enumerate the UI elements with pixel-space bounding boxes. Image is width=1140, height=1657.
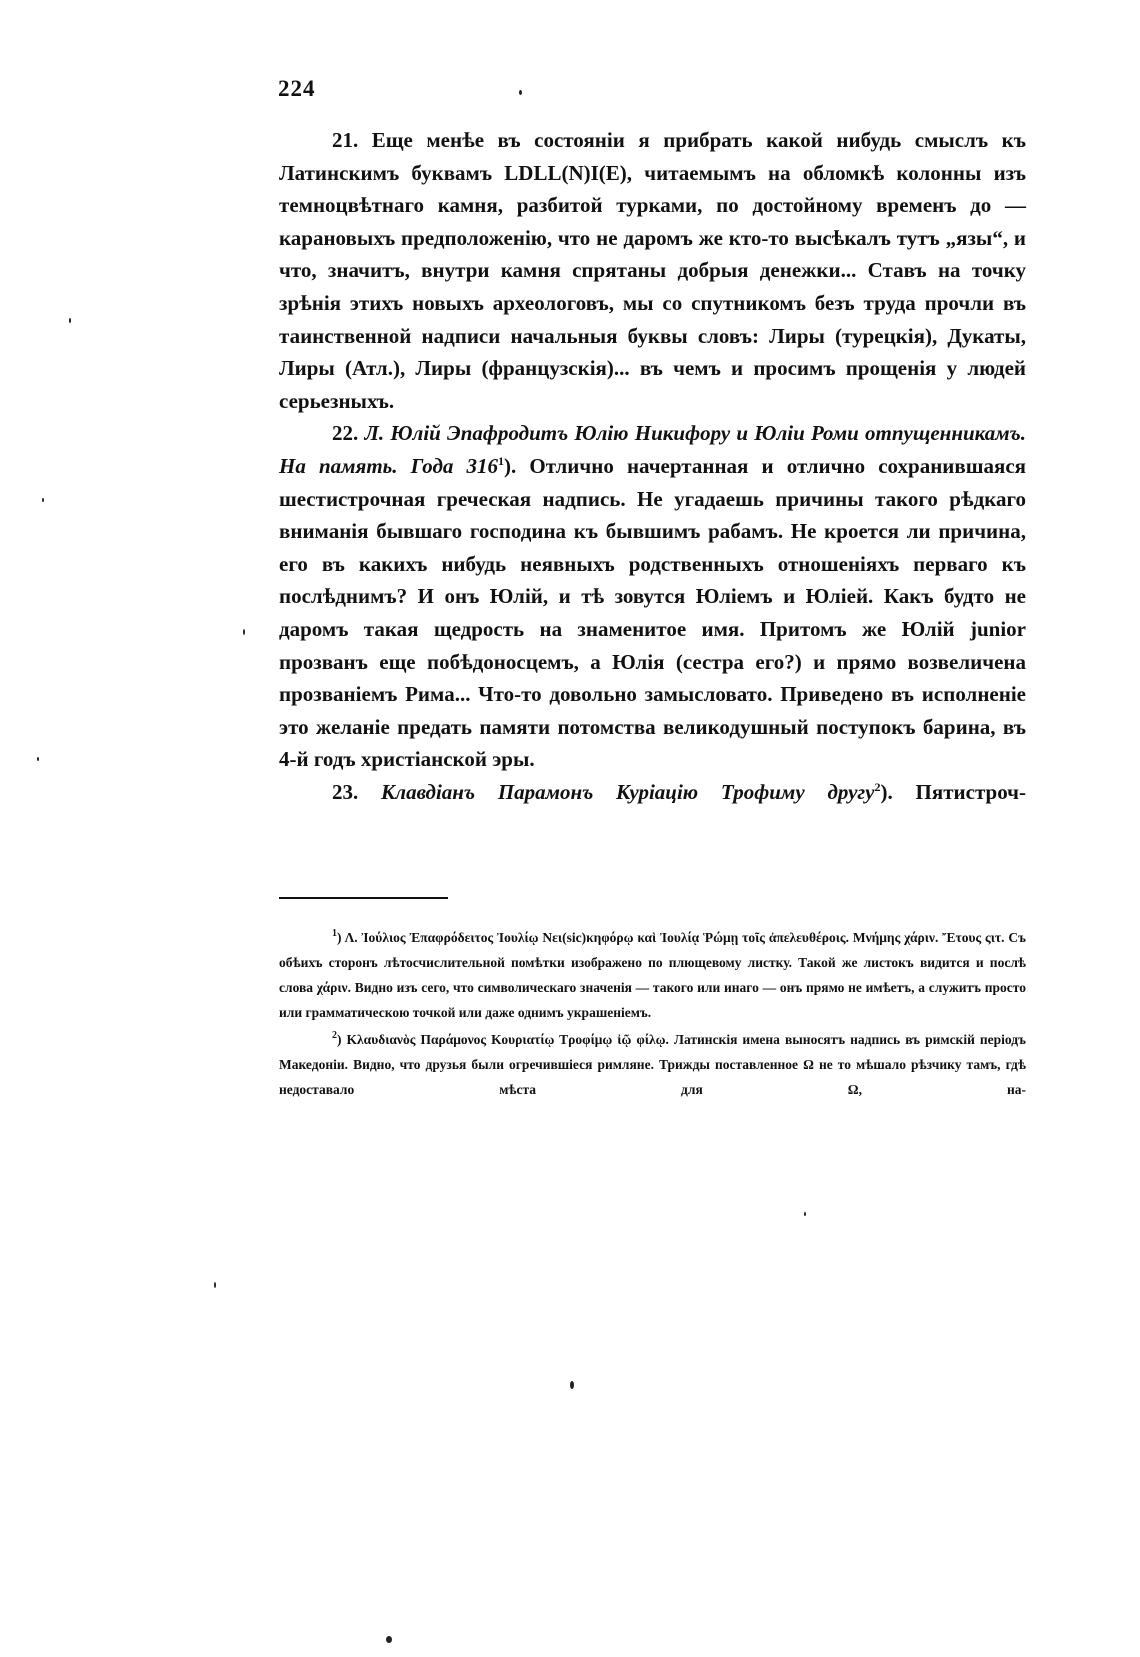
scan-speck: [570, 1381, 574, 1389]
footnote-mark: 2: [332, 1030, 337, 1041]
paragraph-text: 21. Еще менѣе въ состояніи я прибрать какой нибудь смыслъ къ Латинскимъ буквамъ LDLL(N)I(E), читаемымъ на обломкѣ колонны изъ темноцвѣтнаго камня, разбитой турками, по достойному временъ до — карановыхъ предположенію, что не даромъ же кто-то высѣкалъ тутъ „язы“, и что, значитъ, внутри камня спрятаны добрыя денежки... Ставъ на точку зрѣнія этихъ новыхъ археологовъ, мы со спутникомъ безъ труда прочли въ таинственной надписи начальныя буквы словъ: Лиры (турецкія), Дукаты, Лиры (Атл.), Лиры (французскія)... въ чемъ и просимъ прощенія у людей серьезныхъ.: [279, 128, 1026, 413]
paragraph-23: [279, 776, 1026, 809]
paragraph-text: ). Пятистроч-: [880, 779, 1026, 804]
paragraph-21: [279, 124, 1026, 417]
paragraph-lead: 23.: [332, 779, 382, 804]
inscription-translation: Клавдіанъ Парамонъ Куріацію Трофиму другу: [381, 779, 875, 804]
footnote-ref[interactable]: 1: [498, 453, 505, 468]
page-number: 224: [278, 76, 316, 101]
paragraph-lead: 22.: [332, 421, 365, 446]
footnote-text: ) Λ. Ἰούλιος Ἐπαφρόδειτος Ἰουλίῳ Νει(sic)κηφόρῳ καὶ Ἰουλίᾳ Ῥώμῃ τοῖς ἀπελευθέροις. Μνήμης χάριν. Ἔτους ςιτ. Съ обѣихъ сторонъ лѣтосчислительной помѣтки изображено по плющевому листку. Такой же листокъ видится и послѣ слова χάριν. Видно изъ сего, что символическаго значенія — такого или инаго — онъ прямо не имѣетъ, а служитъ просто или грамматическою точкой или даже однимъ украшеніемъ.: [279, 930, 1026, 1020]
scan-speck: [37, 757, 39, 761]
footnotes: [279, 925, 1026, 1104]
paragraph-text: ). Отлично начертанная и отлично сохранившаяся шестистрочная греческая надпись. Не угадаешь причины такого рѣдкаго вниманія бывшаго господина къ бывшимъ рабамъ. Не кроется ли причина, его въ какихъ нибудь неявныхъ родственныхъ отношеніяхъ перваго къ послѣднимъ? И онъ Юлій, и тѣ зовутся Юліемъ и Юліей. Какъ будто не даромъ такая щедрость на знаменитое имя. Притомъ же Юлій junior прозванъ еще побѣдоносцемъ, а Юлія (сестра его?) и прямо возвеличена прозваніемъ Рима... Что-то довольно замысловато. Приведено въ исполненіе это желаніе предать памяти потомства великодушный поступокъ барина, въ 4-й годъ христіанской эры.: [279, 453, 1027, 772]
footnote-2: [279, 1027, 1026, 1102]
main-text: [279, 124, 1026, 808]
scan-speck: [386, 1636, 392, 1643]
scan-speck: [519, 90, 522, 95]
scan-speck: [243, 629, 245, 635]
footnote-divider: [279, 897, 448, 899]
footnote-text: ) Κλαυδιανὸς Παράμονος Κουριατίῳ Τροφίμῳ ἰῷ φίλῳ. Латинскія имена выносятъ надпись въ римскій періодъ Македоніи. Видно, что друзья были огречившіеся римляне. Трижды поставленное Ω не то мѣшало рѣзчику тамъ, гдѣ недоставало мѣста для Ω, на-: [279, 1032, 1026, 1097]
scan-speck: [214, 1282, 216, 1288]
footnote-1: [279, 925, 1026, 1025]
inscription-translation: Л. Юлій Эпафродитъ Юлію Никифору и Юліи Роми отпущенникамъ. На память. Года 316: [279, 421, 1026, 478]
scan-speck: [804, 1212, 806, 1216]
scan-speck: [69, 318, 71, 323]
paragraph-22: [279, 417, 1026, 776]
footnote-ref[interactable]: 2: [874, 779, 881, 794]
scan-speck: [42, 498, 44, 502]
footnote-mark: 1: [332, 928, 337, 939]
